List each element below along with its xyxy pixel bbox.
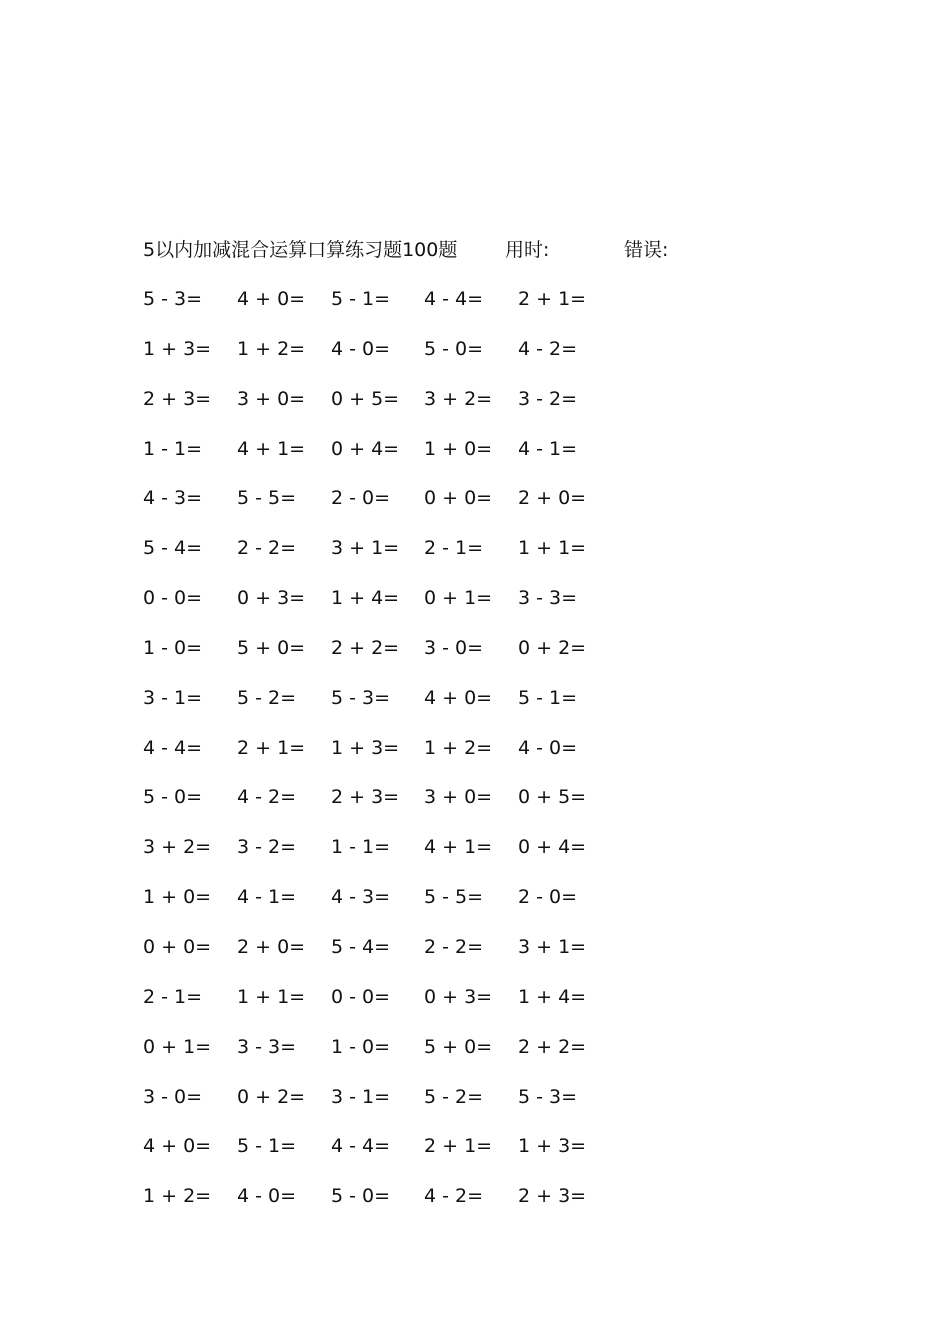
problem-row <box>143 733 643 783</box>
arithmetic-problem: 4 - 4= <box>331 1135 391 1158</box>
arithmetic-problem: 0 + 0= <box>424 487 493 510</box>
arithmetic-problem: 2 + 2= <box>518 1035 587 1058</box>
problem-row <box>143 284 643 334</box>
arithmetic-problem: 0 + 4= <box>331 437 400 460</box>
arithmetic-problem: 1 + 3= <box>143 337 212 360</box>
arithmetic-problem: 3 + 0= <box>237 387 306 410</box>
arithmetic-problem: 1 + 2= <box>424 736 493 759</box>
arithmetic-problem: 4 - 2= <box>424 1185 484 1208</box>
arithmetic-problem: 2 - 2= <box>237 537 297 560</box>
arithmetic-problem: 0 - 0= <box>331 985 391 1008</box>
arithmetic-problem: 4 + 0= <box>424 686 493 709</box>
arithmetic-problem: 0 + 1= <box>424 587 493 610</box>
arithmetic-problem: 2 - 2= <box>424 935 484 958</box>
problem-row <box>143 1131 643 1181</box>
arithmetic-problem: 2 + 0= <box>237 935 306 958</box>
arithmetic-problem: 3 - 3= <box>237 1035 297 1058</box>
arithmetic-problem: 4 - 1= <box>237 886 297 909</box>
arithmetic-problem: 2 + 0= <box>518 487 587 510</box>
arithmetic-problem: 5 + 0= <box>237 636 306 659</box>
arithmetic-problem: 2 + 3= <box>143 387 212 410</box>
problem-grid <box>143 284 643 1231</box>
arithmetic-problem: 5 - 2= <box>424 1085 484 1108</box>
arithmetic-problem: 4 + 0= <box>237 288 306 310</box>
arithmetic-problem: 1 + 2= <box>237 337 306 360</box>
problem-row <box>143 533 643 583</box>
arithmetic-problem: 2 + 1= <box>518 288 587 310</box>
problem-row <box>143 832 643 882</box>
arithmetic-problem: 5 - 1= <box>331 288 391 310</box>
problem-row <box>143 1082 643 1132</box>
arithmetic-problem: 5 - 5= <box>237 487 297 510</box>
arithmetic-problem: 5 - 3= <box>331 686 391 709</box>
arithmetic-problem: 5 - 3= <box>518 1085 578 1108</box>
arithmetic-problem: 1 + 3= <box>518 1135 587 1158</box>
arithmetic-problem: 4 + 0= <box>143 1135 212 1158</box>
arithmetic-problem: 0 + 1= <box>143 1035 212 1058</box>
arithmetic-problem: 2 + 3= <box>518 1185 587 1208</box>
arithmetic-problem: 0 + 4= <box>518 836 587 859</box>
problem-row <box>143 434 643 484</box>
arithmetic-problem: 5 - 4= <box>331 935 391 958</box>
arithmetic-problem: 4 + 1= <box>237 437 306 460</box>
problem-row <box>143 782 643 832</box>
arithmetic-problem: 5 - 4= <box>143 537 203 560</box>
arithmetic-problem: 0 - 0= <box>143 587 203 610</box>
arithmetic-problem: 2 + 1= <box>424 1135 493 1158</box>
arithmetic-problem: 3 - 3= <box>518 587 578 610</box>
arithmetic-problem: 2 - 0= <box>518 886 578 909</box>
arithmetic-problem: 0 + 2= <box>518 636 587 659</box>
arithmetic-problem: 3 - 2= <box>237 836 297 859</box>
arithmetic-problem: 2 + 2= <box>331 636 400 659</box>
problem-row <box>143 982 643 1032</box>
arithmetic-problem: 0 + 3= <box>424 985 493 1008</box>
arithmetic-problem: 3 + 0= <box>424 786 493 809</box>
arithmetic-problem: 0 + 2= <box>237 1085 306 1108</box>
arithmetic-problem: 4 - 3= <box>143 487 203 510</box>
arithmetic-problem: 5 + 0= <box>424 1035 493 1058</box>
arithmetic-problem: 2 + 3= <box>331 786 400 809</box>
arithmetic-problem: 1 - 0= <box>143 636 203 659</box>
arithmetic-problem: 1 + 2= <box>143 1185 212 1208</box>
problem-row <box>143 583 643 633</box>
arithmetic-problem: 1 + 4= <box>331 587 400 610</box>
arithmetic-problem: 2 - 0= <box>331 487 391 510</box>
arithmetic-problem: 0 + 3= <box>237 587 306 610</box>
arithmetic-problem: 3 + 1= <box>518 935 587 958</box>
arithmetic-problem: 3 - 0= <box>424 636 484 659</box>
arithmetic-problem: 1 - 0= <box>331 1035 391 1058</box>
arithmetic-problem: 1 + 4= <box>518 985 587 1008</box>
arithmetic-problem: 5 - 2= <box>237 686 297 709</box>
arithmetic-problem: 4 - 2= <box>518 337 578 360</box>
problem-row <box>143 384 643 434</box>
problem-row <box>143 483 643 533</box>
arithmetic-problem: 3 + 1= <box>331 537 400 560</box>
arithmetic-problem: 3 - 1= <box>143 686 203 709</box>
arithmetic-problem: 2 - 1= <box>424 537 484 560</box>
arithmetic-problem: 4 - 0= <box>237 1185 297 1208</box>
arithmetic-problem: 0 + 5= <box>518 786 587 809</box>
arithmetic-problem: 4 - 4= <box>424 288 484 310</box>
arithmetic-problem: 2 - 1= <box>143 985 203 1008</box>
time-taken-label: 用时: <box>505 239 550 261</box>
arithmetic-problem: 5 - 0= <box>424 337 484 360</box>
arithmetic-problem: 3 + 2= <box>424 387 493 410</box>
problem-row <box>143 882 643 932</box>
problem-row <box>143 932 643 982</box>
arithmetic-problem: 4 - 0= <box>331 337 391 360</box>
arithmetic-problem: 1 + 0= <box>424 437 493 460</box>
arithmetic-problem: 5 - 0= <box>331 1185 391 1208</box>
arithmetic-problem: 4 - 1= <box>518 437 578 460</box>
arithmetic-problem: 1 + 1= <box>518 537 587 560</box>
arithmetic-problem: 4 + 1= <box>424 836 493 859</box>
page-title: 5以内加减混合运算口算练习题100题 <box>143 239 458 261</box>
arithmetic-problem: 1 - 1= <box>331 836 391 859</box>
arithmetic-problem: 3 - 2= <box>518 387 578 410</box>
arithmetic-problem: 5 - 3= <box>143 288 203 310</box>
problem-row <box>143 633 643 683</box>
arithmetic-problem: 5 - 1= <box>518 686 578 709</box>
arithmetic-problem: 3 + 2= <box>143 836 212 859</box>
arithmetic-problem: 4 - 4= <box>143 736 203 759</box>
arithmetic-problem: 3 - 1= <box>331 1085 391 1108</box>
arithmetic-problem: 4 - 0= <box>518 736 578 759</box>
arithmetic-problem: 1 + 1= <box>237 985 306 1008</box>
arithmetic-problem: 5 - 0= <box>143 786 203 809</box>
errors-label: 错误: <box>624 239 669 261</box>
arithmetic-problem: 5 - 1= <box>237 1135 297 1158</box>
worksheet-header <box>143 236 843 264</box>
arithmetic-problem: 5 - 5= <box>424 886 484 909</box>
problem-row <box>143 334 643 384</box>
problem-row <box>143 683 643 733</box>
arithmetic-problem: 2 + 1= <box>237 736 306 759</box>
arithmetic-problem: 1 + 0= <box>143 886 212 909</box>
problem-row <box>143 1032 643 1082</box>
arithmetic-problem: 4 - 3= <box>331 886 391 909</box>
arithmetic-problem: 0 + 5= <box>331 387 400 410</box>
arithmetic-problem: 1 - 1= <box>143 437 203 460</box>
arithmetic-problem: 0 + 0= <box>143 935 212 958</box>
arithmetic-problem: 1 + 3= <box>331 736 400 759</box>
arithmetic-problem: 3 - 0= <box>143 1085 203 1108</box>
arithmetic-problem: 4 - 2= <box>237 786 297 809</box>
problem-row <box>143 1181 643 1231</box>
